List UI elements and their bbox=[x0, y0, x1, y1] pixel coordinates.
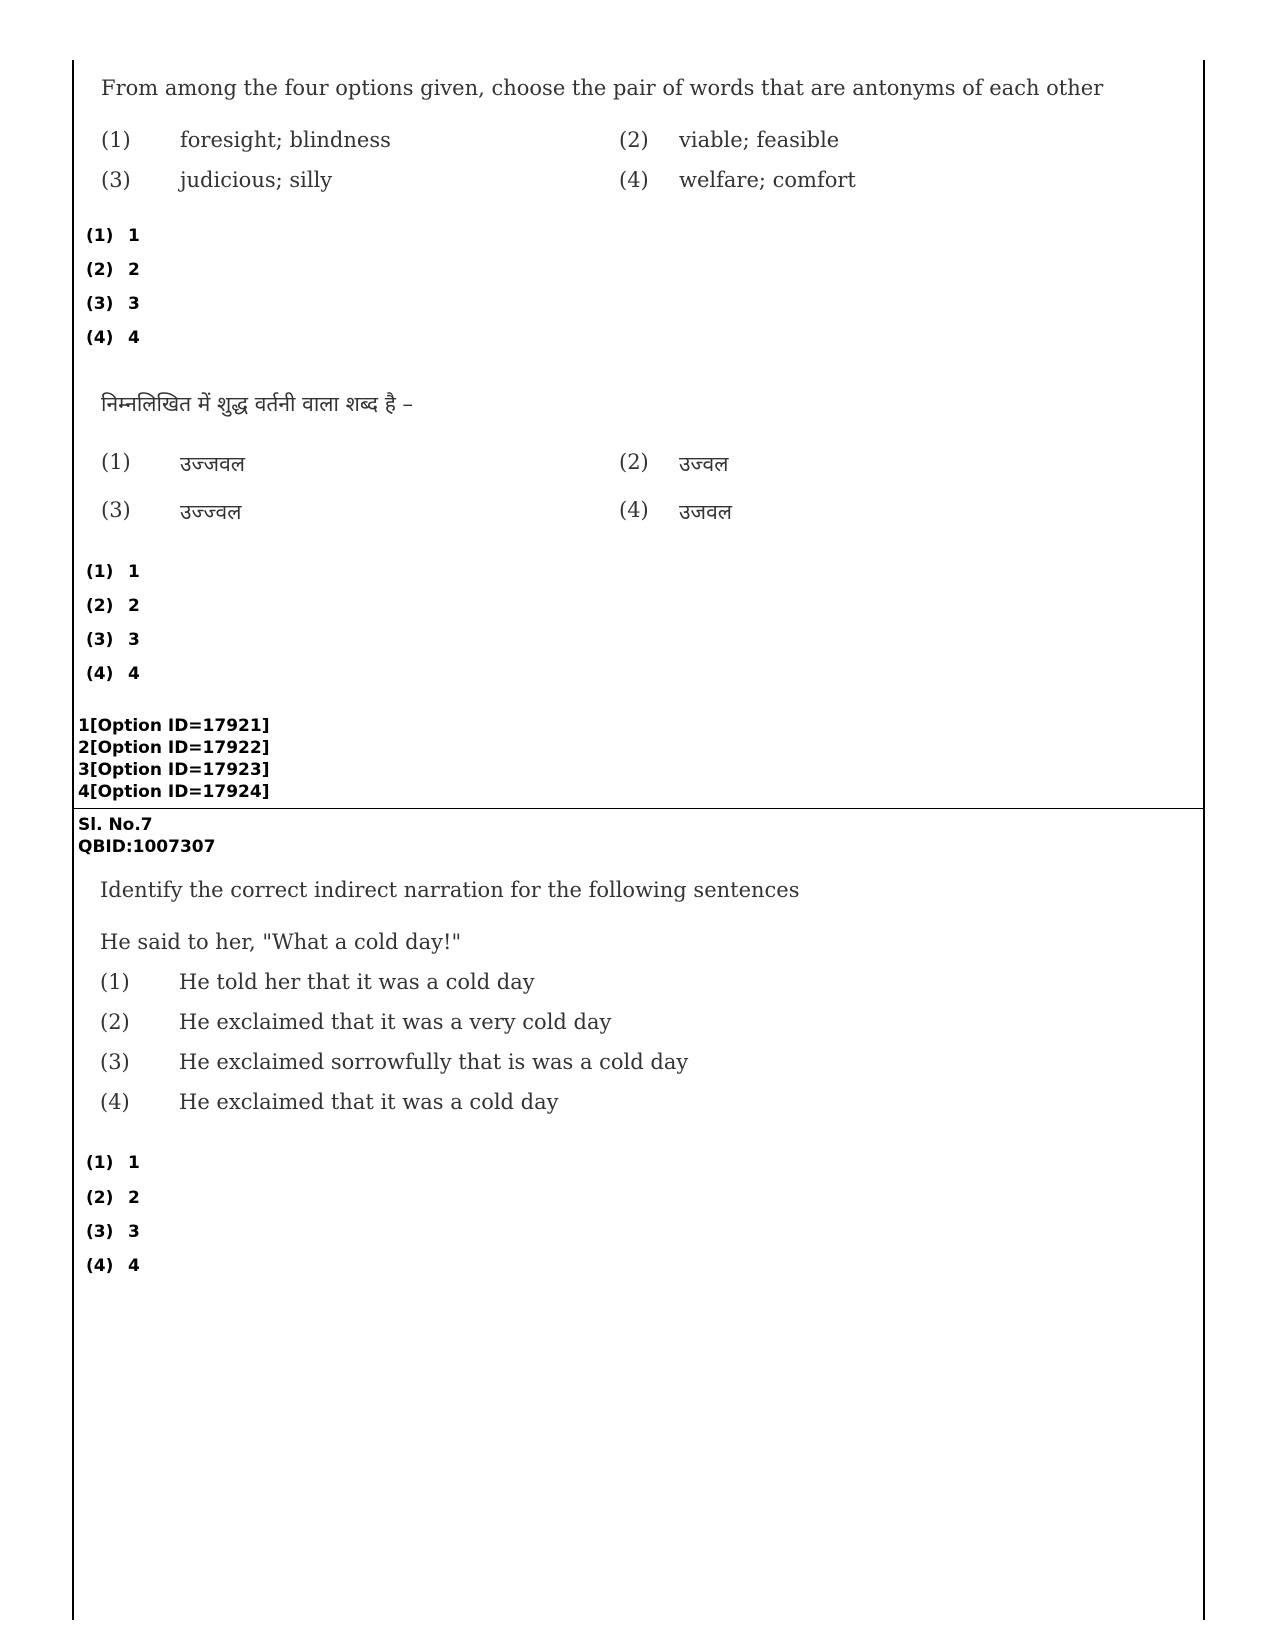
answer-value: 2 bbox=[128, 260, 140, 280]
serial-number: Sl. No.7 bbox=[78, 815, 153, 835]
answer-value: 1 bbox=[128, 1153, 140, 1173]
answer-number: (4) bbox=[86, 664, 114, 684]
answer-value: 1 bbox=[128, 562, 140, 582]
answer-value: 2 bbox=[128, 596, 140, 616]
option-id: 2[Option ID=17922] bbox=[78, 738, 270, 758]
question-divider bbox=[72, 808, 1205, 809]
option-text: welfare; comfort bbox=[679, 168, 856, 192]
left-border bbox=[72, 60, 74, 1620]
answer-value: 3 bbox=[128, 630, 140, 650]
option-text: उजवल bbox=[679, 500, 733, 524]
answer-choice[interactable] bbox=[86, 226, 140, 246]
question-meta bbox=[78, 814, 215, 858]
option-id: 1[Option ID=17921] bbox=[78, 716, 270, 736]
answer-choice[interactable] bbox=[86, 1256, 140, 1276]
question-stem: Identify the correct indirect narration for the following sentences bbox=[100, 878, 800, 902]
option-text: He exclaimed sorrowfully that is was a cold day bbox=[179, 1050, 689, 1074]
answer-value: 3 bbox=[128, 1222, 140, 1242]
answer-choice[interactable] bbox=[86, 1222, 140, 1242]
answer-value: 1 bbox=[128, 226, 140, 246]
answer-choice[interactable] bbox=[86, 260, 140, 280]
option-number: (2) bbox=[100, 1010, 130, 1034]
answer-choice[interactable] bbox=[86, 664, 140, 684]
option-text: उज्ज्वल bbox=[180, 500, 242, 524]
answer-choice[interactable] bbox=[86, 1153, 140, 1173]
answer-value: 4 bbox=[128, 328, 140, 348]
answer-choice[interactable] bbox=[86, 596, 140, 616]
option-text: He exclaimed that it was a cold day bbox=[179, 1090, 559, 1114]
option-number: (2) bbox=[619, 450, 649, 474]
answer-number: (2) bbox=[86, 260, 114, 280]
answer-value: 3 bbox=[128, 294, 140, 314]
answer-number: (2) bbox=[86, 1188, 114, 1208]
option-id: 3[Option ID=17923] bbox=[78, 760, 270, 780]
option-number: (1) bbox=[101, 128, 131, 152]
option-number: (3) bbox=[101, 498, 131, 522]
question-stem: निम्नलिखित में शुद्ध वर्तनी वाला शब्द है – bbox=[101, 392, 414, 416]
option-number: (3) bbox=[101, 168, 131, 192]
answer-number: (1) bbox=[86, 562, 114, 582]
answer-choice[interactable] bbox=[86, 1188, 140, 1208]
option-number: (4) bbox=[619, 498, 649, 522]
answer-number: (3) bbox=[86, 630, 114, 650]
option-text: He exclaimed that it was a very cold day bbox=[179, 1010, 612, 1034]
answer-number: (2) bbox=[86, 596, 114, 616]
answer-number: (3) bbox=[86, 1222, 114, 1242]
option-text: उज्जवल bbox=[180, 452, 246, 476]
answer-choice[interactable] bbox=[86, 562, 140, 582]
answer-choice[interactable] bbox=[86, 294, 140, 314]
question-sentence: He said to her, "What a cold day!" bbox=[100, 930, 462, 954]
option-text: He told her that it was a cold day bbox=[179, 970, 535, 994]
option-text: viable; feasible bbox=[679, 128, 840, 152]
answer-value: 4 bbox=[128, 664, 140, 684]
option-number: (1) bbox=[100, 970, 130, 994]
answer-number: (4) bbox=[86, 328, 114, 348]
qbid: QBID:1007307 bbox=[78, 837, 216, 857]
option-number: (4) bbox=[619, 168, 649, 192]
option-id: 4[Option ID=17924] bbox=[78, 782, 270, 802]
option-text: उज्वल bbox=[679, 452, 729, 476]
answer-number: (4) bbox=[86, 1256, 114, 1276]
option-number: (2) bbox=[619, 128, 649, 152]
answer-choice[interactable] bbox=[86, 630, 140, 650]
answer-value: 4 bbox=[128, 1256, 140, 1276]
answer-number: (3) bbox=[86, 294, 114, 314]
option-number: (4) bbox=[100, 1090, 130, 1114]
question-stem: From among the four options given, choose the pair of words that are antonyms of each other bbox=[101, 76, 1104, 100]
option-id-list bbox=[78, 715, 269, 803]
right-border bbox=[1203, 60, 1205, 1620]
answer-number: (1) bbox=[86, 226, 114, 246]
option-number: (3) bbox=[100, 1050, 130, 1074]
option-text: foresight; blindness bbox=[180, 128, 391, 152]
answer-choice[interactable] bbox=[86, 328, 140, 348]
answer-value: 2 bbox=[128, 1188, 140, 1208]
option-text: judicious; silly bbox=[180, 168, 333, 192]
option-number: (1) bbox=[101, 450, 131, 474]
answer-number: (1) bbox=[86, 1153, 114, 1173]
